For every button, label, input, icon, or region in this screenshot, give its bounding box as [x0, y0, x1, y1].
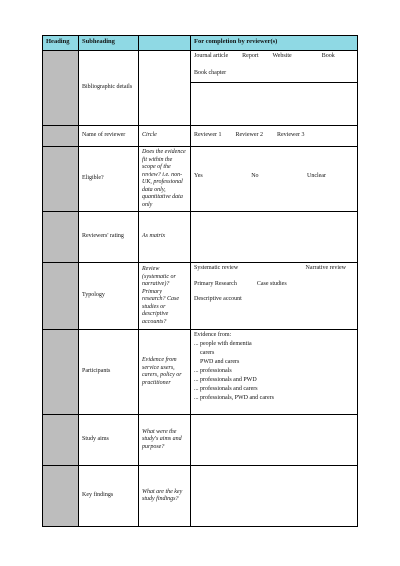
guide-rating: As matrix [139, 212, 191, 263]
option-no[interactable]: No [251, 173, 259, 179]
heading-cell [43, 126, 79, 147]
row-key-findings [43, 466, 358, 527]
option-people-with-dementia[interactable]: ... people with dementia [194, 341, 252, 347]
guide-bibliographic [139, 51, 191, 126]
row-typology [43, 263, 358, 330]
reviewer-field-participants [191, 330, 358, 415]
subheading-reviewer: Name of reviewer [79, 126, 139, 147]
subheading-study-aims: Study aims [79, 415, 139, 466]
option-descriptive-account[interactable]: Descriptive account [194, 296, 242, 302]
header-row [43, 36, 358, 51]
option-systematic-review[interactable]: Systematic review [194, 265, 239, 271]
option-professionals-pwd-and-carers[interactable]: ... professionals, PWD and carers [194, 395, 274, 401]
subheading-key-findings: Key findings [79, 466, 139, 527]
heading-cell [43, 466, 79, 527]
option-book-chapter[interactable]: Book chapter [194, 69, 227, 76]
heading-cell [43, 212, 79, 263]
option-case-studies[interactable]: Case studies [256, 280, 287, 287]
option-professionals-and-carers[interactable]: ... professionals and carers [194, 386, 258, 392]
row-study-aims [43, 415, 358, 466]
guide-reviewer: Circle [139, 126, 191, 147]
row-rating [43, 212, 358, 263]
row-eligible [43, 147, 358, 212]
heading-cell [43, 330, 79, 415]
option-reviewer-2[interactable]: Reviewer 2 [235, 132, 263, 139]
option-journal-article[interactable]: Journal article [194, 53, 229, 59]
option-professionals[interactable]: ... professionals [194, 368, 232, 374]
option-carers[interactable]: carers [200, 350, 215, 356]
option-book[interactable]: Book [321, 53, 335, 59]
option-pwd-and-carers[interactable]: PWD and carers [200, 359, 240, 365]
reviewer-field-typology [191, 263, 358, 330]
subheading-rating: Reviewers' rating [79, 212, 139, 263]
option-yes[interactable]: Yes [194, 173, 203, 179]
option-primary-research[interactable]: Primary Research [194, 280, 237, 287]
reviewer-field-study-aims[interactable] [191, 415, 358, 466]
option-website[interactable]: Website [272, 53, 292, 59]
guide-eligible: Does the evidence fit within the scope of the review? i.e. non-UK, professional data only, quantitative data only [139, 147, 191, 212]
option-reviewer-1[interactable]: Reviewer 1 [194, 132, 222, 139]
guide-typology: Review (systematic or narrative)? Primary research? Case studies or descriptive accounts? [139, 263, 191, 330]
option-narrative-review[interactable]: Narrative review [305, 265, 346, 271]
guide-study-aims: What were the study's aims and purpose? [139, 415, 191, 466]
reviewer-field-eligible [191, 147, 358, 212]
heading-cell [43, 263, 79, 330]
guide-key-findings: What are the key study findings? [139, 466, 191, 527]
option-professionals-and-pwd[interactable]: ... professionals and PWD [194, 377, 257, 383]
reviewer-field-name [191, 126, 358, 147]
subheading-eligible: Eligible? [79, 147, 139, 212]
row-participants [43, 330, 358, 415]
bibliographic-notes-field[interactable] [191, 83, 357, 87]
header-subheading: Subheading [79, 36, 139, 51]
guide-participants: Evidence from service users, carers, policy or practitioner [139, 330, 191, 415]
reviewer-field-rating[interactable] [191, 212, 358, 263]
subheading-bibliographic: Bibliographic details [79, 51, 139, 126]
reviewer-field-key-findings[interactable] [191, 466, 358, 527]
row-reviewer [43, 126, 358, 147]
row-bibliographic [43, 51, 358, 126]
subheading-participants: Participants [79, 330, 139, 415]
subheading-typology: Typology [79, 263, 139, 330]
review-form-table [42, 35, 358, 527]
reviewer-field-bibliographic[interactable] [191, 51, 358, 126]
header-blank [139, 36, 191, 51]
option-unclear[interactable]: Unclear [306, 173, 326, 179]
participants-line: Evidence from: [194, 332, 232, 338]
heading-cell [43, 147, 79, 212]
option-report[interactable]: Report [242, 53, 259, 59]
heading-cell [43, 51, 79, 126]
header-reviewer: For completion by reviewer(s) [191, 36, 358, 51]
header-heading: Heading [43, 36, 79, 51]
option-reviewer-3[interactable]: Reviewer 3 [277, 132, 305, 139]
heading-cell [43, 415, 79, 466]
